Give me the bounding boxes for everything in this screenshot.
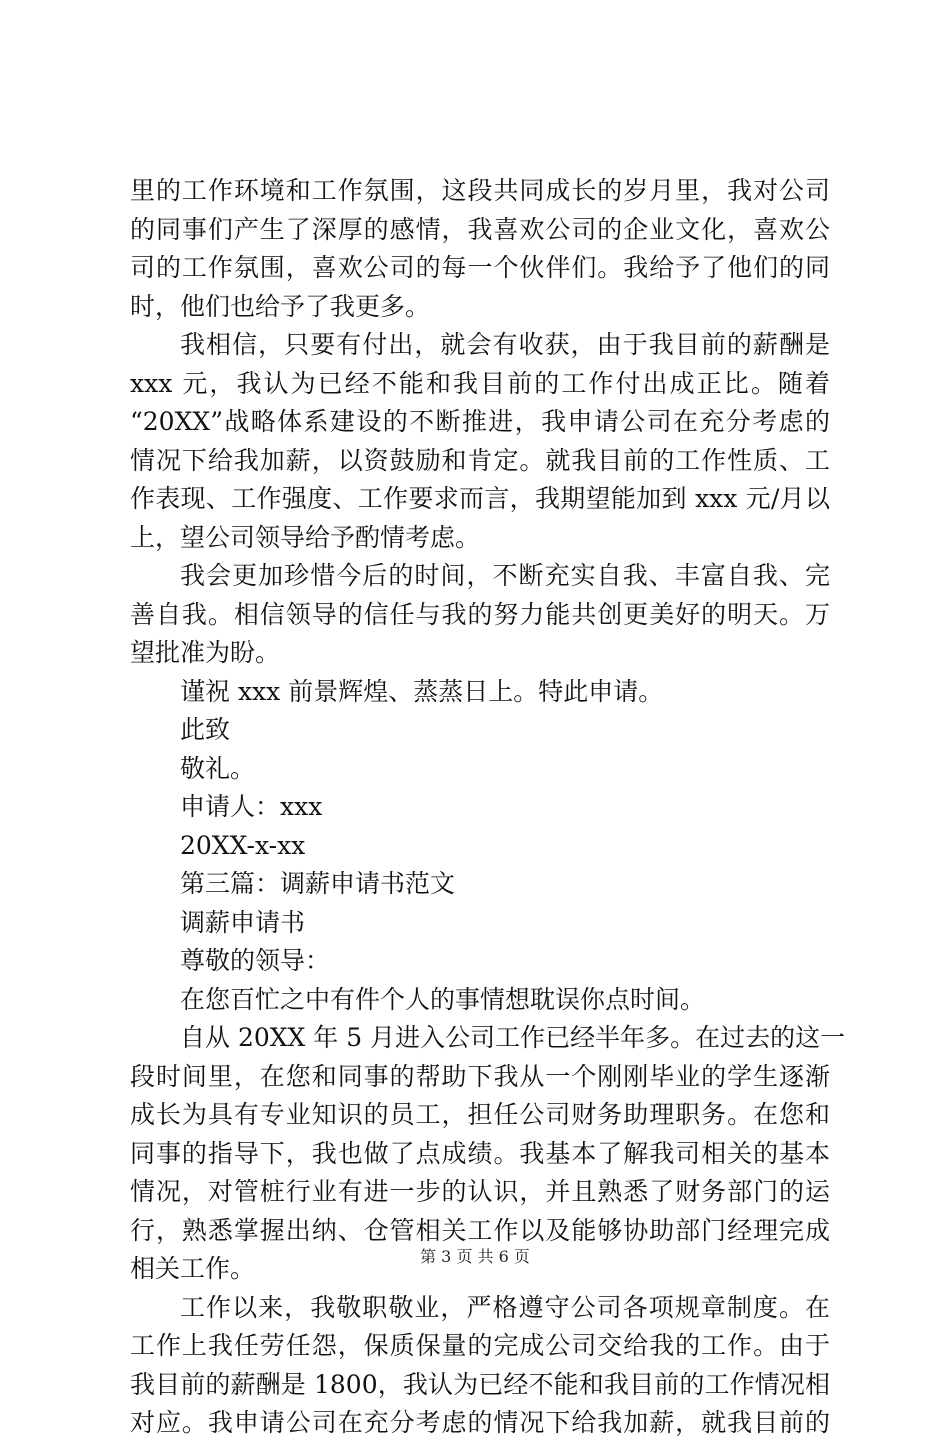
document-line: 我相信，只要有付出，就会有收获，由于我目前的薪酬是 [180,330,830,359]
document-line: 自从 20XX 年 5 月进入公司工作已经半年多。在过去的这一 [180,1023,846,1052]
document-line: 调薪申请书 [180,907,306,937]
document-line: 工作以来，我敬职敬业，严格遵守公司各项规章制度。在 [180,1292,830,1322]
document-line: xxx 元，我认为已经不能和我目前的工作付出成正比。随着 [130,368,830,398]
document-line: 敬礼。 [180,753,256,783]
document-line: 望批准为盼。 [130,638,281,667]
document-line: 成长为具有专业知识的员工，担任公司财务助理职务。在您和 [130,1100,830,1129]
document-line: 工作上我任劳任怨，保质保量的完成公司交给我的工作。由于 [130,1331,830,1360]
document-line: 段时间里，在您和同事的帮助下我从一个刚刚毕业的学生逐渐 [130,1061,830,1091]
document-line: 上，望公司领导给予酌情考虑。 [130,522,481,552]
document-line: 谨祝 xxx 前景辉煌、蒸蒸日上。特此申请。 [180,676,664,706]
document-line: 情况，对管桩行业有进一步的认识，并且熟悉了财务部门的运 [130,1177,830,1206]
document-line: 的同事们产生了深厚的感情，我喜欢公司的企业文化，喜欢公 [130,214,830,244]
document-line: 申请人：xxx [180,792,323,821]
document-line: 善自我。相信领导的信任与我的努力能共创更美好的明天。万 [130,599,830,629]
document-line: 同事的指导下，我也做了点成绩。我基本了解我司相关的基本 [130,1138,830,1168]
document-line: 我目前的薪酬是 1800，我认为已经不能和我目前的工作情况相 [130,1369,830,1399]
page-number-footer: 第 3 页 共 6 页 [420,1247,530,1266]
document-line: 情况下给我加薪，以资鼓励和肯定。就我目前的工作性质、工 [130,445,830,475]
document-line: 行，熟悉掌握出纳、仓管相关工作以及能够协助部门经理完成 [130,1215,830,1245]
document-line: 对应。我申请公司在充分考虑的情况下给我加薪，就我目前的 [130,1408,830,1437]
document-line: 在您百忙之中有件个人的事情想耽误你点时间。 [180,984,706,1014]
document-line: 里的工作环境和工作氛围，这段共同成长的岁月里，我对公司 [130,176,830,205]
document-line: 此致 [180,715,231,744]
document-line: 我会更加珍惜今后的时间，不断充实自我、丰富自我、完 [180,561,830,590]
document-line: 司的工作氛围，喜欢公司的每一个伙伴们。我给予了他们的同 [130,253,830,282]
document-line: 相关工作。 [130,1254,256,1283]
document-line: 尊敬的领导： [180,946,331,975]
document-line: 20XX-x-xx [180,830,306,860]
document-line: 时，他们也给予了我更多。 [130,291,431,321]
document-line: “20XX”战略体系建设的不断推进，我申请公司在充分考虑的 [130,407,830,436]
document-line: 作表现、工作强度、工作要求而言，我期望能加到 xxx 元/月以 [130,484,830,513]
document-line: 第三篇：调薪申请书范文 [180,869,456,898]
